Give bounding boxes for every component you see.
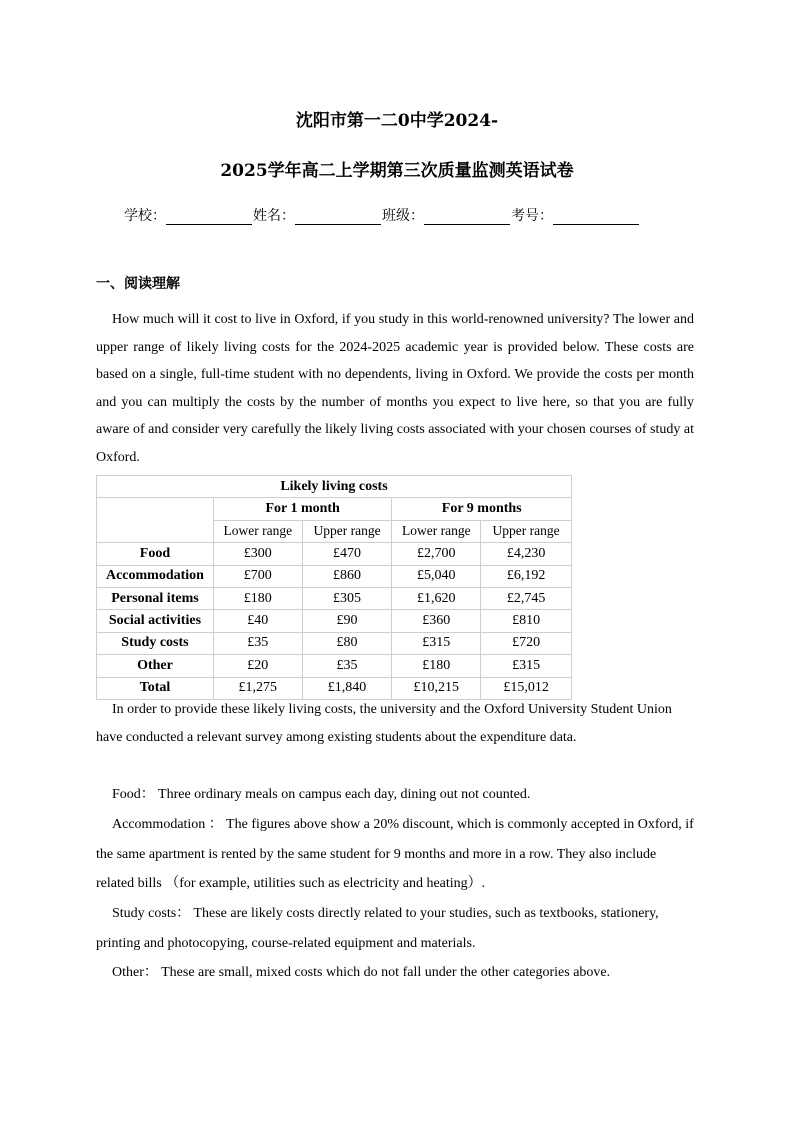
row-label: Total [97,677,214,699]
row-label: Accommodation [97,565,214,587]
study-costs-note: Study costs： These are likely costs directly related to your studies, such as textbooks, stationery, printing and photocopying, course-related equipment and materials. [96,906,659,951]
table-row [97,610,572,632]
row-label: Social activities [97,610,214,632]
section-title: 一、阅读理解 [96,276,180,292]
table-cell: £720 [481,632,572,654]
table-cell: £2,745 [481,587,572,609]
exam-number-blank [553,210,639,225]
table-cell: £15,012 [481,677,572,699]
exam-number-label: 考号： [511,208,553,224]
group-header-1-month: For 1 month [213,498,392,520]
group-header-9-months: For 9 months [392,498,572,520]
exam-title-line-2: 2025学年高二上学期第三次质量监测英语试卷 [220,161,574,181]
table-cell: £80 [302,632,392,654]
table-row [97,543,572,565]
row-label: Food [97,543,214,565]
table-cell: £20 [213,655,302,677]
accommodation-note: Accommodation ： The figures above show a 20% discount, which is commonly accepted in Oxford, if the same apartment is rented by the same student for 9 months and more in a row. They also include related bills （for example, utilities such as electricity and heating）. [96,817,694,891]
table-cell: £470 [302,543,392,565]
table-cell: £315 [392,632,481,654]
table-cell: £180 [392,655,481,677]
table-row [97,632,572,654]
name-label: 姓名： [253,208,295,224]
school-blank [166,210,252,225]
table-cell: £300 [213,543,302,565]
table-cell: £360 [392,610,481,632]
intro-paragraph: How much will it cost to live in Oxford, if you study in this world-renowned university? The lower and upper range of likely living costs for the 2024-2025 academic year is provided below. These costs are based on a single, full-time student with no dependents, living in Oxford. We provide the costs per month and you can multiply the costs by the number of months you expect to live here, so that you are fully aware of and consider very carefully the likely living costs associated with your chosen courses of study at Oxford. [96,312,694,465]
table-cell: £315 [481,655,572,677]
row-label: Study costs [97,632,214,654]
table-cell: £1,275 [213,677,302,699]
name-blank [295,210,381,225]
table-cell: £180 [213,587,302,609]
class-label: 班级： [382,208,424,224]
sub-header: Lower range [392,520,481,542]
table-cell: £6,192 [481,565,572,587]
table-cell: £10,215 [392,677,481,699]
table-cell: £35 [302,655,392,677]
row-label: Personal items [97,587,214,609]
sub-header: Upper range [481,520,572,542]
table-row [97,587,572,609]
table-row [97,565,572,587]
table-cell: £90 [302,610,392,632]
sub-header: Upper range [302,520,392,542]
student-info-fields [124,205,640,225]
row-label: Other [97,655,214,677]
sub-header: Lower range [213,520,302,542]
table-cell: £35 [213,632,302,654]
table-cell: £5,040 [392,565,481,587]
other-note: Other： These are small, mixed costs which do not fall under the other categories above. [112,965,611,980]
table-cell: £1,620 [392,587,481,609]
survey-paragraph: In order to provide these likely living costs, the university and the Oxford University Student Union have conducted a relevant survey among existing students about the expenditure data. [96,702,672,745]
table-cell: £860 [302,565,392,587]
school-label: 学校： [124,208,166,224]
table-row [97,655,572,677]
living-costs-table [96,475,572,700]
table-cell: £700 [213,565,302,587]
table-cell: £4,230 [481,543,572,565]
table-cell: £2,700 [392,543,481,565]
table-cell: £1,840 [302,677,392,699]
table-cell: £810 [481,610,572,632]
table-corner-cell [97,498,214,543]
table-cell: £305 [302,587,392,609]
table-caption: Likely living costs [97,476,572,498]
exam-title-line-1: 沈阳市第一二0中学2024- [295,111,499,131]
table-cell: £40 [213,610,302,632]
class-blank [424,210,510,225]
food-note: Food： Three ordinary meals on campus each day, dining out not counted. [112,787,531,802]
